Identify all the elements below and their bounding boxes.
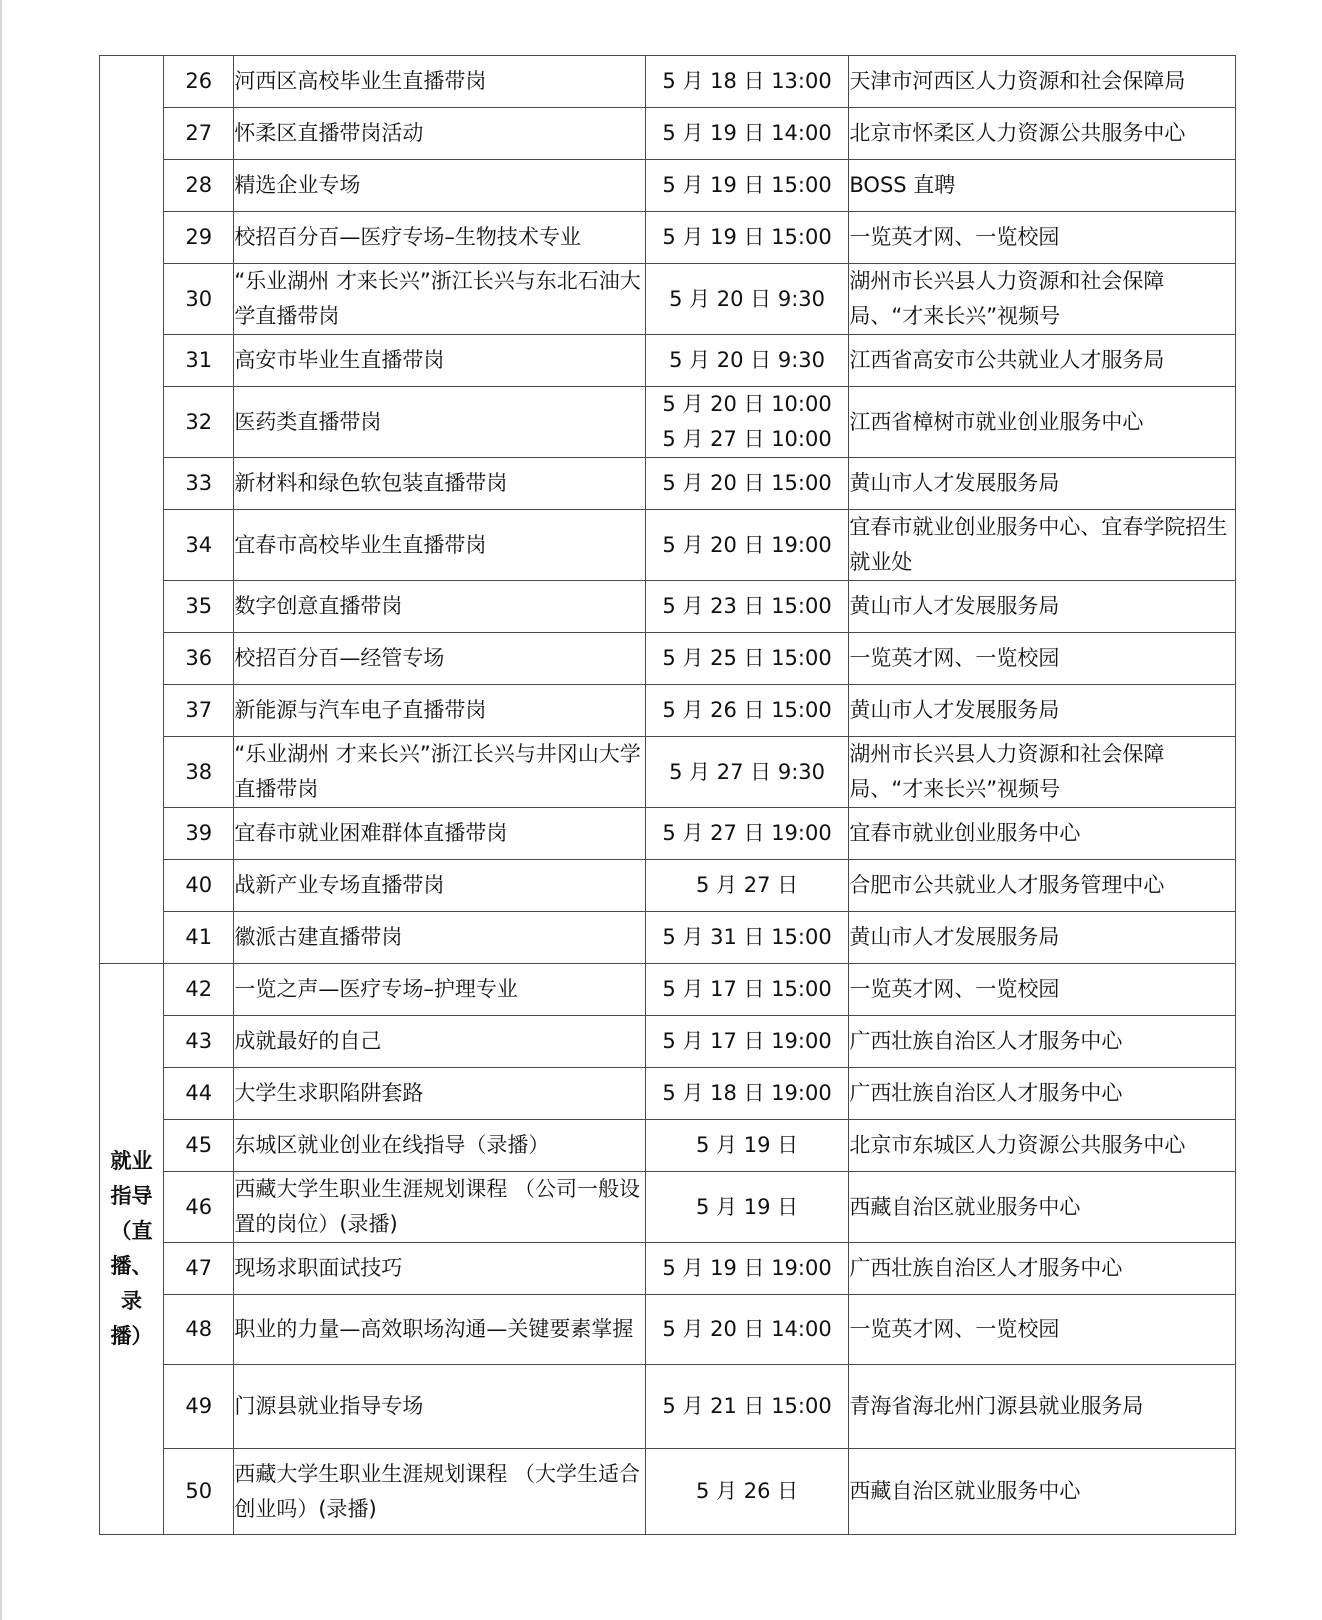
- table-row: [100, 264, 1236, 335]
- row-number: 41: [164, 912, 234, 964]
- organizer: 黄山市人才发展服务局: [849, 458, 1236, 510]
- event-name: 西藏大学生职业生涯规划课程 （大学生适合创业吗）(录播): [234, 1449, 645, 1535]
- event-name: 新能源与汽车电子直播带岗: [234, 685, 645, 737]
- organizer: 黄山市人才发展服务局: [849, 685, 1236, 737]
- organizer: 广西壮族自治区人才服务中心: [849, 1243, 1236, 1295]
- row-number: 39: [164, 808, 234, 860]
- row-number: 50: [164, 1449, 234, 1535]
- event-time: [645, 808, 849, 860]
- event-name: 数字创意直播带岗: [234, 581, 645, 633]
- event-time-line: 5 月 21 日 15:00: [662, 1394, 832, 1418]
- event-name: “乐业湖州 才来长兴”浙江长兴与井冈山大学直播带岗: [234, 737, 645, 808]
- organizer: 西藏自治区就业服务中心: [849, 1172, 1236, 1243]
- table-row: [100, 964, 1236, 1016]
- table-row: [100, 56, 1236, 108]
- event-time: [645, 737, 849, 808]
- event-time-line: 5 月 26 日 15:00: [662, 698, 832, 722]
- organizer: 一览英才网、一览校园: [849, 633, 1236, 685]
- event-name: 宜春市高校毕业生直播带岗: [234, 510, 645, 581]
- event-time-line: 5 月 20 日 9:30: [669, 286, 826, 311]
- table-row: [100, 335, 1236, 387]
- row-number: 28: [164, 160, 234, 212]
- row-number: 27: [164, 108, 234, 160]
- table-row: [100, 458, 1236, 510]
- organizer: 黄山市人才发展服务局: [849, 581, 1236, 633]
- event-name: 宜春市就业困难群体直播带岗: [234, 808, 645, 860]
- organizer: 天津市河西区人力资源和社会保障局: [849, 56, 1236, 108]
- event-time-line: 5 月 17 日 15:00: [662, 977, 832, 1001]
- event-time: [645, 1295, 849, 1365]
- event-name: 西藏大学生职业生涯规划课程 （公司一般设置的岗位）(录播): [234, 1172, 645, 1243]
- event-time-line: 5 月 19 日 15:00: [662, 173, 832, 197]
- event-time: [645, 1120, 849, 1172]
- event-time: [645, 633, 849, 685]
- event-name: 校招百分百—经管专场: [234, 633, 645, 685]
- event-time-line: 5 月 20 日 19:00: [662, 532, 832, 557]
- event-time-line: 5 月 20 日 9:30: [669, 348, 826, 372]
- event-time-line: 5 月 27 日 19:00: [662, 821, 832, 845]
- event-name: 校招百分百—医疗专场–生物技术专业: [234, 212, 645, 264]
- organizer: 黄山市人才发展服务局: [849, 912, 1236, 964]
- event-name: 一览之声—医疗专场–护理专业: [234, 964, 645, 1016]
- organizer: BOSS 直聘: [849, 160, 1236, 212]
- event-name: 东城区就业创业在线指导（录播）: [234, 1120, 645, 1172]
- event-time: [645, 510, 849, 581]
- organizer: 北京市东城区人力资源公共服务中心: [849, 1120, 1236, 1172]
- event-time-line: 5 月 18 日 13:00: [662, 69, 832, 93]
- organizer: 一览英才网、一览校园: [849, 1295, 1236, 1365]
- table-row: [100, 633, 1236, 685]
- event-time-line: 5 月 19 日 15:00: [662, 225, 832, 249]
- row-number: 44: [164, 1068, 234, 1120]
- event-name: “乐业湖州 才来长兴”浙江长兴与东北石油大学直播带岗: [234, 264, 645, 335]
- event-name: 徽派古建直播带岗: [234, 912, 645, 964]
- category-cell: [100, 964, 164, 1535]
- event-time: [645, 860, 849, 912]
- row-number: 30: [164, 264, 234, 335]
- event-name: 精选企业专场: [234, 160, 645, 212]
- event-time-line: 5 月 19 日 14:00: [662, 121, 832, 145]
- event-name: 职业的力量—高效职场沟通—关键要素掌握: [234, 1295, 645, 1365]
- category-label: 就业指导（直播、录播）: [110, 1149, 153, 1348]
- organizer: 一览英才网、一览校园: [849, 964, 1236, 1016]
- table-row: [100, 581, 1236, 633]
- event-time: [645, 1172, 849, 1243]
- row-number: 26: [164, 56, 234, 108]
- row-number: 45: [164, 1120, 234, 1172]
- row-number: 47: [164, 1243, 234, 1295]
- row-number: 35: [164, 581, 234, 633]
- event-name: 怀柔区直播带岗活动: [234, 108, 645, 160]
- event-time: [645, 387, 849, 458]
- table-row: [100, 808, 1236, 860]
- row-number: 43: [164, 1016, 234, 1068]
- organizer: 一览英才网、一览校园: [849, 212, 1236, 264]
- table-row: [100, 1068, 1236, 1120]
- event-time-line: 5 月 19 日: [696, 1133, 799, 1157]
- schedule-table: [99, 55, 1236, 1535]
- organizer: 广西壮族自治区人才服务中心: [849, 1016, 1236, 1068]
- schedule-table-body: [100, 56, 1236, 1535]
- row-number: 37: [164, 685, 234, 737]
- table-row: [100, 1449, 1236, 1535]
- event-time: [645, 1068, 849, 1120]
- organizer: 湖州市长兴县人力资源和社会保障局、“才来长兴”视频号: [849, 737, 1236, 808]
- table-row: [100, 685, 1236, 737]
- event-time-line: 5 月 31 日 15:00: [662, 925, 832, 949]
- event-time: [645, 1016, 849, 1068]
- row-number: 32: [164, 387, 234, 458]
- row-number: 40: [164, 860, 234, 912]
- event-time: [645, 912, 849, 964]
- row-number: 33: [164, 458, 234, 510]
- event-time: [645, 1243, 849, 1295]
- event-name: 河西区高校毕业生直播带岗: [234, 56, 645, 108]
- event-time-line: 5 月 27 日: [696, 873, 799, 897]
- event-time: [645, 581, 849, 633]
- event-time-line: 5 月 27 日 10:00: [662, 427, 832, 451]
- event-name: 医药类直播带岗: [234, 387, 645, 458]
- event-name: 高安市毕业生直播带岗: [234, 335, 645, 387]
- organizer: 广西壮族自治区人才服务中心: [849, 1068, 1236, 1120]
- event-time: [645, 264, 849, 335]
- event-time-line: 5 月 19 日 19:00: [662, 1256, 832, 1280]
- organizer: 江西省高安市公共就业人才服务局: [849, 335, 1236, 387]
- event-time: [645, 685, 849, 737]
- table-row: [100, 1365, 1236, 1449]
- organizer: 湖州市长兴县人力资源和社会保障局、“才来长兴”视频号: [849, 264, 1236, 335]
- table-row: [100, 860, 1236, 912]
- event-name: 门源县就业指导专场: [234, 1365, 645, 1449]
- row-number: 42: [164, 964, 234, 1016]
- event-time-line: 5 月 26 日: [696, 1479, 799, 1503]
- organizer: 北京市怀柔区人力资源公共服务中心: [849, 108, 1236, 160]
- event-time: [645, 964, 849, 1016]
- row-number: 29: [164, 212, 234, 264]
- event-name: 新材料和绿色软包装直播带岗: [234, 458, 645, 510]
- table-row: [100, 1295, 1236, 1365]
- page-left-border: [0, 0, 2, 1620]
- organizer: 西藏自治区就业服务中心: [849, 1449, 1236, 1535]
- event-time: [645, 458, 849, 510]
- event-time-line: 5 月 27 日 9:30: [669, 759, 826, 784]
- event-name: 大学生求职陷阱套路: [234, 1068, 645, 1120]
- organizer: 江西省樟树市就业创业服务中心: [849, 387, 1236, 458]
- organizer: 合肥市公共就业人才服务管理中心: [849, 860, 1236, 912]
- event-time-line: 5 月 19 日: [696, 1194, 799, 1219]
- table-row: [100, 912, 1236, 964]
- row-number: 34: [164, 510, 234, 581]
- table-row: [100, 1172, 1236, 1243]
- row-number: 36: [164, 633, 234, 685]
- table-row: [100, 108, 1236, 160]
- event-time: [645, 1449, 849, 1535]
- table-row: [100, 1120, 1236, 1172]
- row-number: 48: [164, 1295, 234, 1365]
- table-row: [100, 1016, 1236, 1068]
- category-cell: [100, 56, 164, 964]
- table-row: [100, 212, 1236, 264]
- event-time-line: 5 月 25 日 15:00: [662, 646, 832, 670]
- event-time: [645, 108, 849, 160]
- event-time-line: 5 月 18 日 19:00: [662, 1081, 832, 1105]
- table-row: [100, 1243, 1236, 1295]
- event-name: 现场求职面试技巧: [234, 1243, 645, 1295]
- event-time-line: 5 月 20 日 14:00: [662, 1317, 832, 1341]
- row-number: 46: [164, 1172, 234, 1243]
- table-row: [100, 737, 1236, 808]
- row-number: 31: [164, 335, 234, 387]
- event-name: 成就最好的自己: [234, 1016, 645, 1068]
- event-time: [645, 160, 849, 212]
- event-time: [645, 1365, 849, 1449]
- table-row: [100, 510, 1236, 581]
- organizer: 青海省海北州门源县就业服务局: [849, 1365, 1236, 1449]
- organizer: 宜春市就业创业服务中心、宜春学院招生就业处: [849, 510, 1236, 581]
- event-time: [645, 56, 849, 108]
- organizer: 宜春市就业创业服务中心: [849, 808, 1236, 860]
- event-time-line: 5 月 20 日 15:00: [662, 471, 832, 495]
- row-number: 38: [164, 737, 234, 808]
- event-name: 战新产业专场直播带岗: [234, 860, 645, 912]
- event-time-line: 5 月 17 日 19:00: [662, 1029, 832, 1053]
- event-time: [645, 212, 849, 264]
- row-number: 49: [164, 1365, 234, 1449]
- event-time-line: 5 月 20 日 10:00: [662, 392, 832, 416]
- event-time: [645, 335, 849, 387]
- table-row: [100, 160, 1236, 212]
- table-row: [100, 387, 1236, 458]
- event-time-line: 5 月 23 日 15:00: [662, 594, 832, 618]
